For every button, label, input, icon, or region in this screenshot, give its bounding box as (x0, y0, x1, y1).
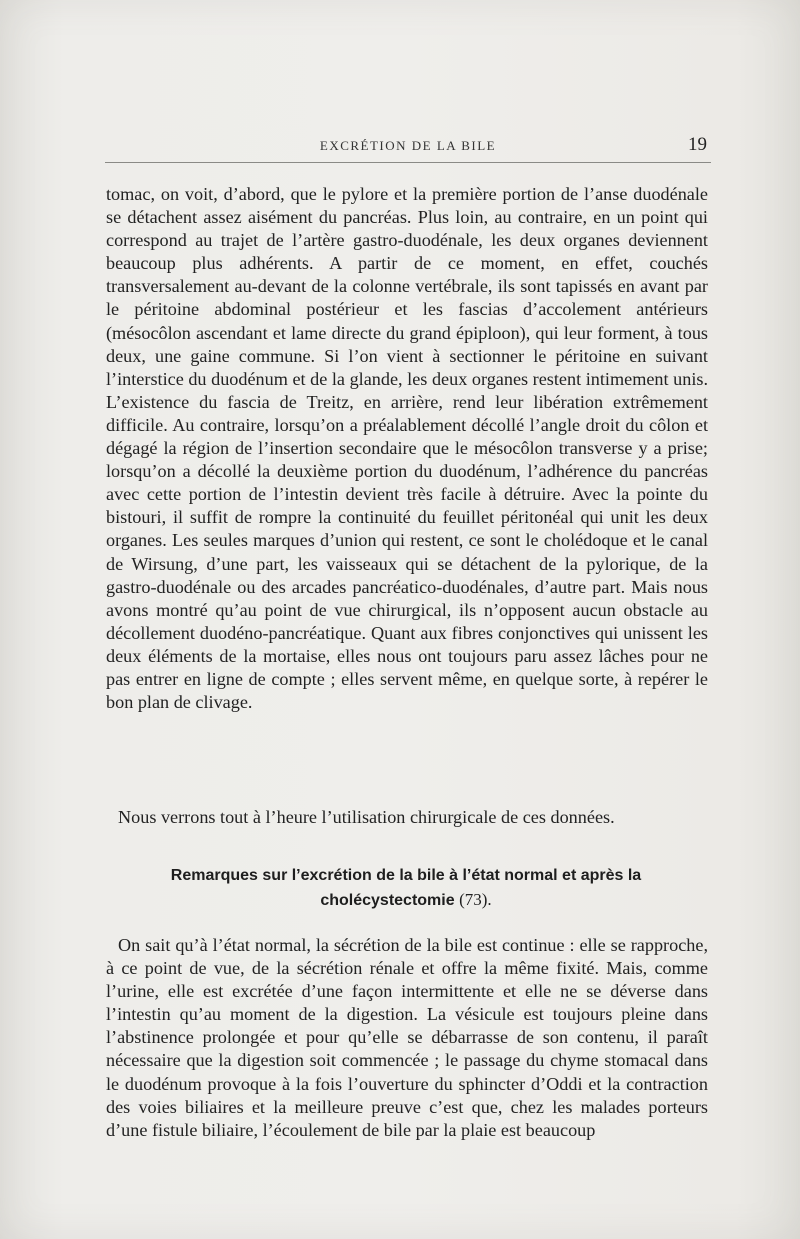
page-number: 19 (688, 134, 707, 155)
section-heading-text: Remarques sur l’excrétion de la bile à l’état normal et après la cholécystectomie (170, 867, 642, 909)
section-heading (106, 864, 706, 913)
body-paragraph-1: tomac, on voit, d’abord, que le pylore et la première portion de l’anse duodénale se détachent assez aisément du pancréas. Plus loin, au contraire, en un point qui correspond au trajet de l’artère gastro-duodénale, les deux organes deviennent beaucoup plus adhérents. A partir de ce moment, en effet, couchés transversalement au-devant de la colonne vertébrale, ils sont tapissés en avant par le péritoine abdominal postérieur et les fascias d’accolement antérieurs (mésocôlon ascendant et lame directe du grand épiploon), qui leur forment, à tous deux, une gaine commune. Si l’on vient à sectionner le péritoine en suivant l’interstice du duodénum et de la glande, les deux organes restent intimement unis. L’existence du fascia de Treitz, en arrière, rend leur libération extrêmement difficile. Au contraire, lorsqu’on a préalablement décollé l’angle droit du côlon et dégagé la région de l’insertion secondaire que le mésocôlon transverse y a prise; lorsqu’on a décollé la deuxième portion du duodénum, l’adhérence du pancréas avec cette portion de l’intestin devient très facile à détruire. Avec la pointe du bistouri, il suffit de rompre la continuité du feuillet péritonéal qui unit les deux organes. Les seules marques d’union qui restent, ce sont le cholédoque et le canal de Wirsung, d’une part, les vaisseaux qui se détachent de la pylorique, de la gastro-duodénale ou des arcades pancréatico-duodénales, d’autre part. Mais nous avons montré qu’au point de vue chirurgical, ils n’opposent aucun obstacle au décollement duodéno-pancréatique. Quant aux fibres conjonctives qui unissent les deux éléments de la mortaise, elles nous ont toujours paru assez lâches pour ne pas entrer en ligne de compte ; elles servent même, en quelque sorte, à repérer le bon plan de clivage. (106, 184, 708, 713)
section-heading-reference: (73). (459, 890, 492, 909)
header-divider (105, 162, 711, 163)
body-paragraph-2: Nous verrons tout à l’heure l’utilisation chirurgicale de ces données. (118, 807, 615, 827)
body-paragraph-3: On sait qu’à l’état normal, la sécrétion de la bile est continue : elle se rapproche, à ce point de vue, de la sécrétion rénale et offre la même fixité. Mais, comme l’urine, elle est excrétée d’une façon intermittente et elle ne se déverse dans l’intestin qu’au moment de la digestion. La vésicule est toujours pleine dans l’abstinence prolongée et pour qu’elle se débarrasse de son contenu, il paraît nécessaire que la digestion soit commencée ; le passage du chyme stomacal dans le duodénum provoque à la fois l’ouverture du sphincter d’Oddi et la contraction des voies biliaires et la meilleure preuve c’est que, chez les malades porteurs d’une fistule biliaire, l’écoulement de bile par la plaie est beaucoup (106, 935, 708, 1140)
page-header (105, 134, 711, 164)
running-title: EXCRÉTION DE LA BILE (319, 138, 497, 153)
